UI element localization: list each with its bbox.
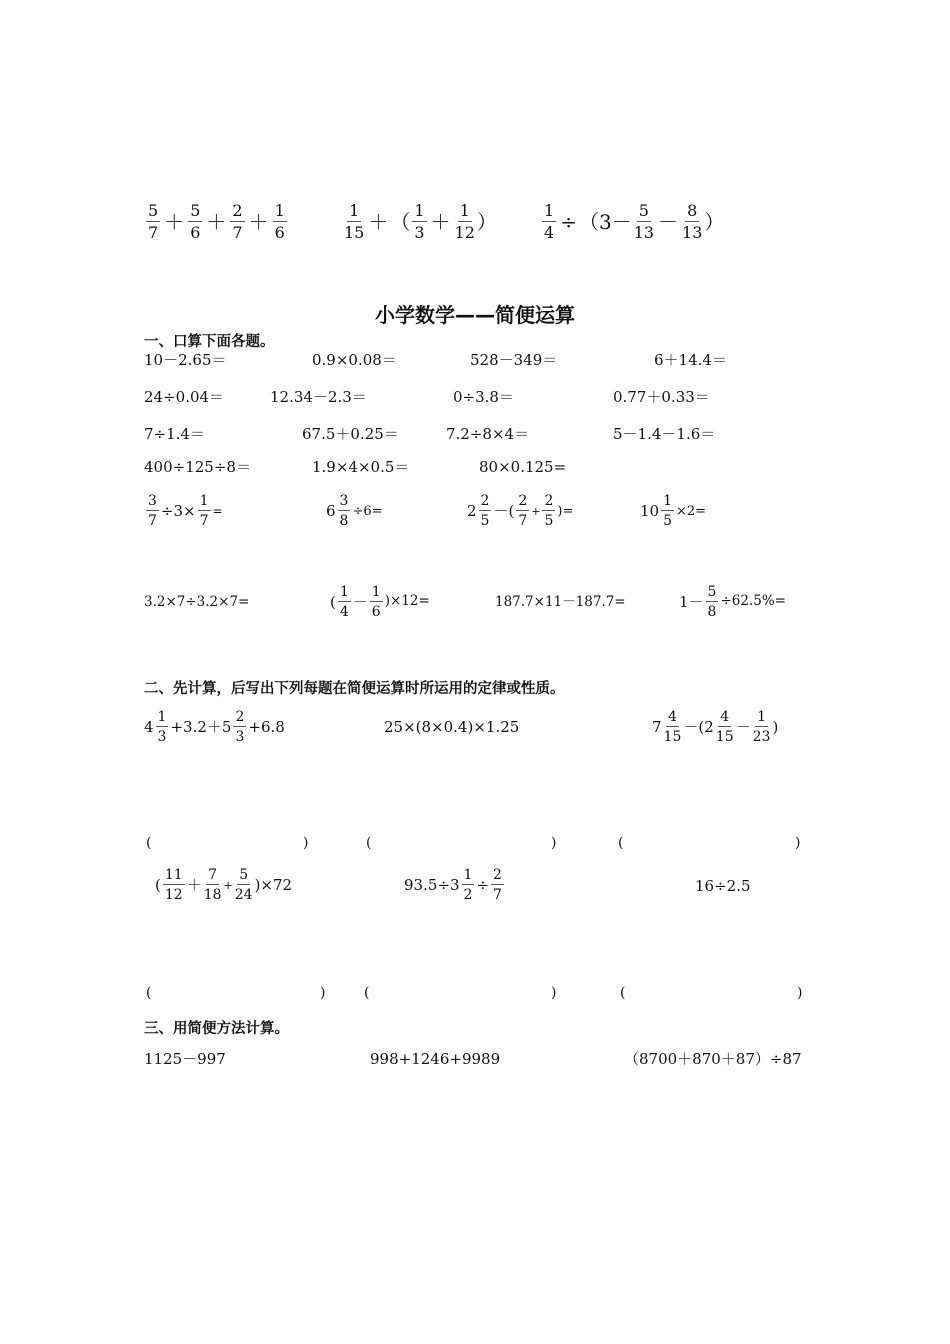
s1-row4-item3: 80×0.125= xyxy=(479,458,567,476)
answer-paren-close: ) xyxy=(797,985,803,1001)
answer-paren-open: ( xyxy=(620,985,626,1001)
s1-row5-item2: 6 $\frac{3}{8}$ ÷6= xyxy=(326,493,383,529)
s2-problem-3: 7 $\frac{4}{15}$ －( 2 $\frac{4}{15}$ － $\frac{1}{23}$ ) xyxy=(652,709,779,745)
s2-problem-4: ( $\frac{11}{12}$ ＋ $\frac{7}{18}$ + $\frac{5}{24}$ )×72 xyxy=(155,867,293,903)
s1-row1-item3: 528－349＝ xyxy=(470,351,558,369)
s1-row3-item1: 7÷1.4＝ xyxy=(144,425,205,443)
s1-row5-item3: 2 $\frac{2}{5}$ －( $\frac{2}{7}$ + $\frac{2}{5}$ )= xyxy=(467,493,574,529)
s2-problem-6: 16÷2.5 xyxy=(695,877,751,895)
s3-item-3: （8700＋870＋87）÷87 xyxy=(624,1050,802,1068)
top-expression-3: $\frac{1}{4}$ ÷ （3－ $\frac{5}{13}$ － $\frac{8}{13}$ ） xyxy=(544,201,725,242)
section-3-heading: 三、用简便方法计算。 xyxy=(144,1021,289,1037)
answer-paren-close: ) xyxy=(795,835,801,851)
s1-row1-item1: 10－2.65＝ xyxy=(144,351,227,369)
answer-paren-close: ) xyxy=(320,985,326,1001)
s1-row4-item1: 400÷125÷8＝ xyxy=(144,458,251,476)
section-1-heading: 一、口算下面各题。 xyxy=(144,334,275,350)
s1-row3-item2: 67.5＋0.25＝ xyxy=(302,425,399,443)
s2-problem-2: 25×(8×0.4)×1.25 xyxy=(384,718,520,736)
s1-row1-item2: 0.9×0.08＝ xyxy=(312,351,397,369)
answer-paren-close: ) xyxy=(551,835,557,851)
answer-paren-open: ( xyxy=(366,835,372,851)
top-expression-2: $\frac{1}{15}$ ＋ （ $\frac{1}{3}$ ＋ $\frac{1}{12}$ ） xyxy=(344,201,497,242)
s1-row3-item4: 5－1.4－1.6＝ xyxy=(613,425,716,443)
s2-problem-5: 93.5÷ 3 $\frac{1}{2}$ ÷ $\frac{2}{7}$ xyxy=(404,867,502,903)
s1-row5-item1: $\frac{3}{7}$ ÷3× $\frac{1}{7}$ = xyxy=(148,493,223,529)
answer-paren-open: ( xyxy=(146,835,152,851)
s1-row2-item1: 24÷0.04＝ xyxy=(144,388,225,406)
s1-row4-item2: 1.9×4×0.5＝ xyxy=(312,458,410,476)
s1-row5-item4: 10 $\frac{1}{5}$ ×2= xyxy=(640,493,707,529)
answer-paren-open: ( xyxy=(618,835,624,851)
s1-row3-item3: 7.2÷8×4＝ xyxy=(446,425,530,443)
s1-row2-item2: 12.34－2.3＝ xyxy=(270,388,367,406)
top-expression-1: $\frac{5}{7}$ ＋ $\frac{5}{6}$ ＋ $\frac{2}{7}$ ＋ $\frac{1}{6}$ xyxy=(148,201,285,242)
answer-paren-close: ) xyxy=(551,985,557,1001)
s3-item-2: 998+1246+9989 xyxy=(370,1050,501,1068)
s1-row6-item3: 187.7×11－187.7= xyxy=(495,594,626,610)
answer-paren-open: ( xyxy=(146,985,152,1001)
answer-paren-close: ) xyxy=(303,835,309,851)
s1-row6-item4: 1－ $\frac{5}{8}$ ÷62.5%= xyxy=(679,584,786,620)
s3-item-1: 1125－997 xyxy=(144,1050,226,1068)
s1-row2-item4: 0.77＋0.33＝ xyxy=(613,388,710,406)
s1-row6-item1: 3.2×7÷3.2×7= xyxy=(144,594,250,610)
page-title: 小学数学——简便运算 xyxy=(375,303,575,327)
s2-problem-1: 4 $\frac{1}{3}$ +3.2＋ 5 $\frac{2}{3}$ +6.8 xyxy=(144,709,285,745)
section-2-heading: 二、先计算，后写出下列每题在简便运算时所运用的定律或性质。 xyxy=(144,681,565,697)
s1-row2-item3: 0÷3.8＝ xyxy=(453,388,514,406)
s1-row1-item4: 6＋14.4＝ xyxy=(654,351,727,369)
answer-paren-open: ( xyxy=(364,985,370,1001)
s1-row6-item2: ( $\frac{1}{4}$ － $\frac{1}{6}$ )×12= xyxy=(330,584,430,620)
